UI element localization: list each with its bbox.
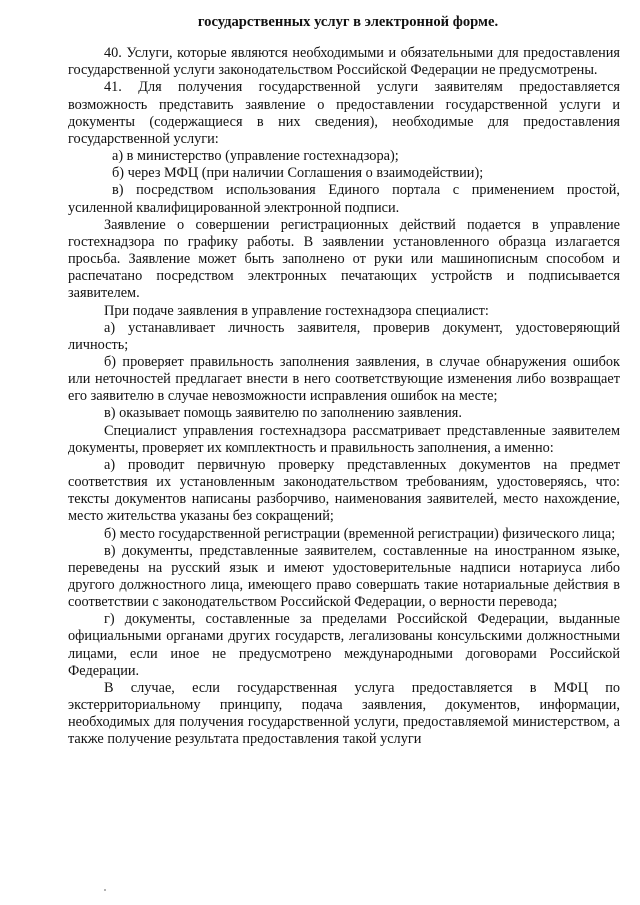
- list-item-identity: а) устанавливает личность заявителя, проверив документ, удостоверяющий личность;: [68, 319, 620, 353]
- list-item-check-filling: б) проверяет правильность заполнения заявления, в случае обнаружения ошибок или неточностей предлагает внести в него соответствующие изменения либо возвращает его заявителю в случае невозможности исправления ошибок на месте;: [68, 353, 620, 405]
- list-item-foreign-documents: г) документы, составленные за пределами Российской Федерации, выданные официальными органами других государств, легализованы консульскими должностными лицами, если иное не предусмотрено международными договорами Российской Федерации.: [68, 611, 620, 679]
- paragraph-41: 41. Для получения государственной услуги заявителям предоставляется возможность представить заявление о предоставлении государственной услуги и документы (содержащиеся в них сведения), необходимые для предоставления государственной услуги:: [68, 79, 620, 147]
- list-item-primary-check: а) проводит первичную проверку представленных документов на предмет соответствия их установленным законодательством требованиям, удостоверяясь, что: тексты документов написаны разборчиво, наименования заявителей, место нахождение, место жительства указаны без сокращений;: [68, 456, 620, 525]
- list-item-ministry: а) в министерство (управление гостехнадзора);: [112, 148, 399, 165]
- paragraph-40: 40. Услуги, которые являются необходимыми и обязательными для предоставления государственной услуги законодательством Российской Федерации не предусмотрены.: [68, 45, 620, 79]
- list-item-foreign-language: в) документы, представленные заявителем, составленные на иностранном языке, переведены на русский язык и имеют удостоверительные надписи нотариуса либо другого должностного лица, имеющего право совершать такие нотариальные действия в соответствии с законодательством Российской Федерации, о верности перевода;: [68, 542, 620, 611]
- paragraph-application: Заявление о совершении регистрационных действий подается в управление гостехнадзора по графику работы. В заявлении установленного образца излагается просьба. Заявление может быть заполнено от руки или машинописным способом и распечатано посредством электронных печатающих устройств и подписывается заявителем.: [68, 216, 620, 302]
- scan-speck: [104, 889, 106, 891]
- list-item-portal: в) посредством использования Единого портала с применением простой, усиленной квалифицированной электронной подписи.: [68, 182, 620, 216]
- paragraph-specialist-intro: При подаче заявления в управление гостехнадзора специалист:: [104, 302, 489, 319]
- section-heading: государственных услуг в электронной форме.: [197, 14, 499, 30]
- list-item-mfc: б) через МФЦ (при наличии Соглашения о взаимодействии);: [112, 165, 484, 182]
- paragraph-mfc-extraterritorial: В случае, если государственная услуга предоставляется в МФЦ по экстерриториальному принципу, подача заявления, документов, информации, необходимых для получения государственной услуги, предоставляемой министерством, а также получение результата предоставления такой услуги: [68, 679, 620, 748]
- list-item-assist: в) оказывает помощь заявителю по заполнению заявления.: [104, 405, 462, 422]
- document-page: [68, 14, 620, 749]
- list-item-registration-place: б) место государственной регистрации (временной регистрации) физического лица;: [104, 525, 616, 542]
- paragraph-review: Специалист управления гостехнадзора рассматривает представленные заявителем документы, проверяет их комплектность и правильность заполнения, а именно:: [68, 422, 620, 456]
